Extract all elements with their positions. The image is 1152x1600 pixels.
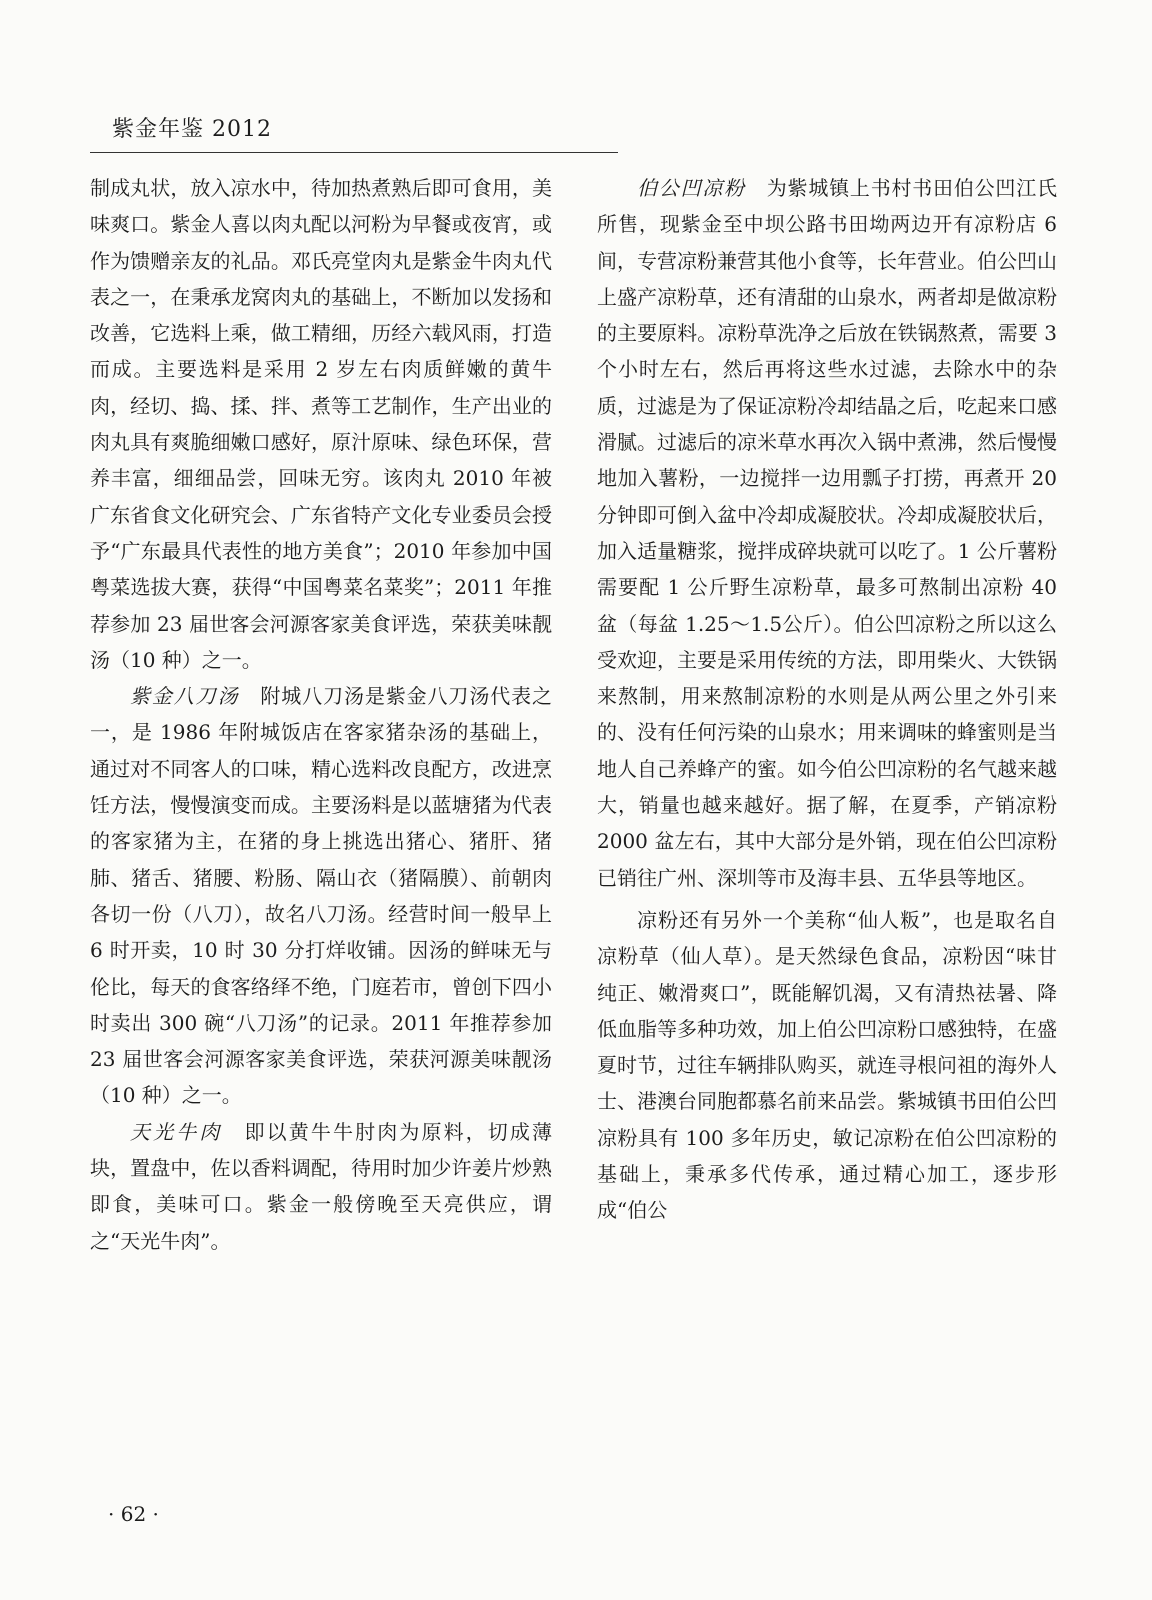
left-column [90,170,552,1259]
paragraph-tianguang-beef [90,1114,552,1259]
body-badao-soup: 附城八刀汤是紫金八刀汤代表之一，是 1986 年附城饭店在客家猪杂汤的基础上，通过对不同客人的口味，精心选料改良配方，改进烹饪方法，慢慢演变而成。主要汤料是以蓝塘猪为代表的客家猪为主，在猪的身上挑选出猪心、猪肝、猪肺、猪舌、猪腰、粉肠、隔山衣（猪隔膜）、前朝肉各切一份（八刀），故名八刀汤。经营时间一般早上 6 时开卖，10 时 30 分打烊收铺。因汤的鲜味无与伦比，每天的食客络绎不绝，门庭若市，曾创下四小时卖出 300 碗“八刀汤”的记录。2011 年推荐参加 23 届世客会河源客家美食评选，荣获河源美味靓汤（10 种）之一。 [90,684,553,1108]
body-tianguang-beef: 即以黄牛牛肘肉为原料，切成薄块，置盘中，佐以香料调配，待用时加少许姜片炒熟即食，美味可口。紫金一般傍晚至天亮供应，谓之“天光牛肉”。 [90,1119,553,1253]
page-number: · 62 · [108,1502,159,1526]
body-bogongao-jelly: 为紫城镇上书村书田伯公凹江氏所售，现紫金至中坝公路书田坳两边开有凉粉店 6 间，专营凉粉兼营其他小食等，长年营业。伯公凹山上盛产凉粉草，还有清甜的山泉水，两者却是做凉粉的主要原料。凉粉草洗净之后放在铁锅熬煮，需要 3 个小时左右，然后再将这些水过滤，去除水中的杂质，过滤是为了保证凉粉冷却结晶之后，吃起来口感滑腻。过滤后的凉米草水再次入锅中煮沸，然后慢慢地加入薯粉，一边搅拌一边用瓢子打捞，再煮开 20 分钟即可倒入盆中冷却成凝胶状。冷却成凝胶状后，加入适量糖浆，搅拌成碎块就可以吃了。1 公斤薯粉需要配 1 公斤野生凉粉草，最多可熬制出凉粉 40 盆（每盆 1.25～1.5公斤）。伯公凹凉粉之所以这么受欢迎，主要是采用传统的方法，即用柴火、大铁锅来熬制，用来熬制凉粉的水则是从两公里之外引来的、没有任何污染的山泉水；用来调味的蜂蜜则是当地人自己养蜂产的蜜。如今伯公凹凉粉的名气越来越大，销量也越来越好。据了解，在夏季，产销凉粉 2000 盆左右，其中大部分是外销，现在伯公凹凉粉已销往广州、深圳等市及海丰县、五华县等地区。 [597,176,1058,890]
subheading-bogongao-jelly: 伯公凹凉粉 [637,176,746,200]
right-column [597,170,1057,1229]
subheading-badao-soup: 紫金八刀汤 [130,684,240,709]
paragraph-badao-soup [90,678,552,1114]
running-header: 紫金年鉴 2012 [112,117,272,142]
subheading-tianguang-beef: 天光牛肉 [130,1119,223,1144]
header-rule [90,152,618,153]
paragraph-meatball: 制成丸状，放入凉水中，待加热煮熟后即可食用，美味爽口。紫金人喜以肉丸配以河粉为早餐或夜宵，或作为馈赠亲友的礼品。邓氏亮堂肉丸是紫金牛肉丸代表之一，在秉承龙窝肉丸的基础上，不断加以发扬和改善，它选料上乘，做工精细，历经六载风雨，打造而成。主要选料是采用 2 岁左右肉质鲜嫩的黄牛肉，经切、捣、揉、拌、煮等工艺制作，生产出业的肉丸具有爽脆细嫩口感好，原汁原味、绿色环保，营养丰富，细细品尝，回味无穷。该肉丸 2010 年被广东省食文化研究会、广东省特产文化专业委员会授予“广东最具代表性的地方美食”；2010 年参加中国粤菜选拔大赛，获得“中国粤菜名菜奖”；2011 年推荐参加 23 届世客会河源客家美食评选，荣获美味靓汤（10 种）之一。 [90,176,552,672]
paragraph-xianren-ban: 凉粉还有另外一个美称“仙人粄”，也是取名自凉粉草（仙人草）。是天然绿色食品，凉粉因“味甘纯正、嫩滑爽口”，既能解饥渴，又有清热祛暑、降低血脂等多种功效，加上伯公凹凉粉口感独特，在盛夏时节，过往车辆排队购买，就连寻根问祖的海外人士、港澳台同胞都慕名前来品尝。紫城镇书田伯公凹凉粉具有 100 多年历史，敏记凉粉在伯公凹凉粉的基础上，秉承多代传承，通过精心加工，逐步形成“伯公 [597,907,1057,1223]
paragraph-bogongao-jelly [597,170,1057,896]
